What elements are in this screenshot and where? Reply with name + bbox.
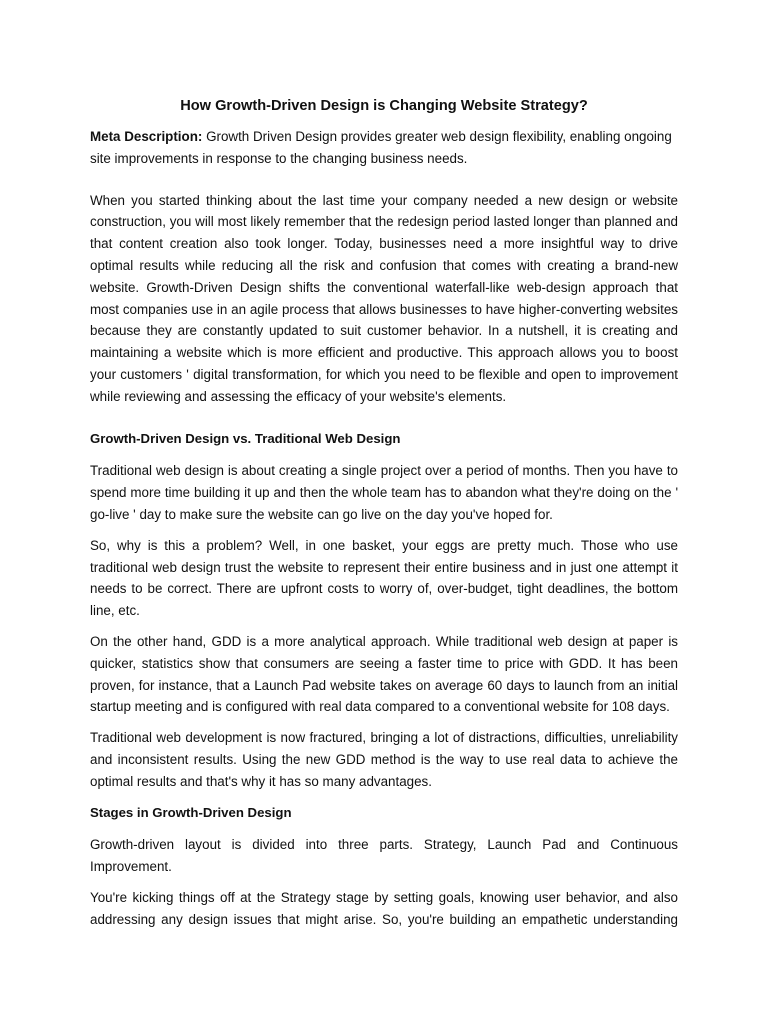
paragraph: On the other hand, GDD is a more analytical approach. While traditional web design at paper is quicker, statistics show that consumers are seeing a faster time to price with GDD. It has been proven, for instance, that a Launch Pad website takes on average 60 days to launch from an initial startup meeting and is configured with real data compared to a conventional website for 108 days. xyxy=(90,633,678,715)
document-title: How Growth-Driven Design is Changing Website Strategy? xyxy=(180,98,588,114)
meta-description-label: Meta Description: xyxy=(90,129,203,144)
section-heading-stages: Stages in Growth-Driven Design xyxy=(90,804,292,820)
meta-description xyxy=(90,126,678,170)
intro-paragraph: When you started thinking about the last time your company needed a new design or website construction, you will most likely remember that the redesign period lasted longer than planned and that content creation also took longer. Today, businesses need a more insightful way to drive optimal results while reducing all the risk and confusion that comes with creating a brand-new website. Growth-Driven Design shifts the conventional waterfall-like web-design approach that most companies use in an agile process that allows businesses to have higher-converting websites because they are constantly updated to suit customer behavior. In a nutshell, it is creating and maintaining a website which is more efficient and productive. This approach allows you to boost your customers ' digital transformation, for which you need to be flexible and open to improvement while reviewing and assessing the efficacy of your website's elements. xyxy=(90,192,678,404)
paragraph: Traditional web development is now fractured, bringing a lot of distractions, difficulties, unreliability and inconsistent results. Using the new GDD method is the way to use real data to achieve the optimal results and that's why it has so many advantages. xyxy=(90,730,678,789)
meta-description-text: Growth Driven Design provides greater web design flexibility, enabling ongoing site improvements in response to the changing business needs. xyxy=(90,129,672,166)
paragraph: Traditional web design is about creating a single project over a period of months. Then you have to spend more time building it up and then the whole team has to abandon what they're doing on the ' go-live ' day to make sure the website can go live on the day you've hoped for. xyxy=(90,463,678,522)
paragraph-cut-off: You're kicking things off at the Strategy stage by setting goals, knowing user behavior, and also addressing any design issues that might arise. So, you're building an empathetic understanding xyxy=(90,889,678,927)
paragraph: Growth-driven layout is divided into three parts. Strategy, Launch Pad and Continuous Improvement. xyxy=(90,837,678,875)
section-heading-gdd-vs-traditional: Growth-Driven Design vs. Traditional Web Design xyxy=(90,430,401,446)
paragraph: So, why is this a problem? Well, in one basket, your eggs are pretty much. Those who use traditional web design trust the website to represent their entire business and in just one attempt it needs to be correct. There are upfront costs to worry of, over-budget, tight deadlines, the bottom line, etc. xyxy=(90,537,678,619)
